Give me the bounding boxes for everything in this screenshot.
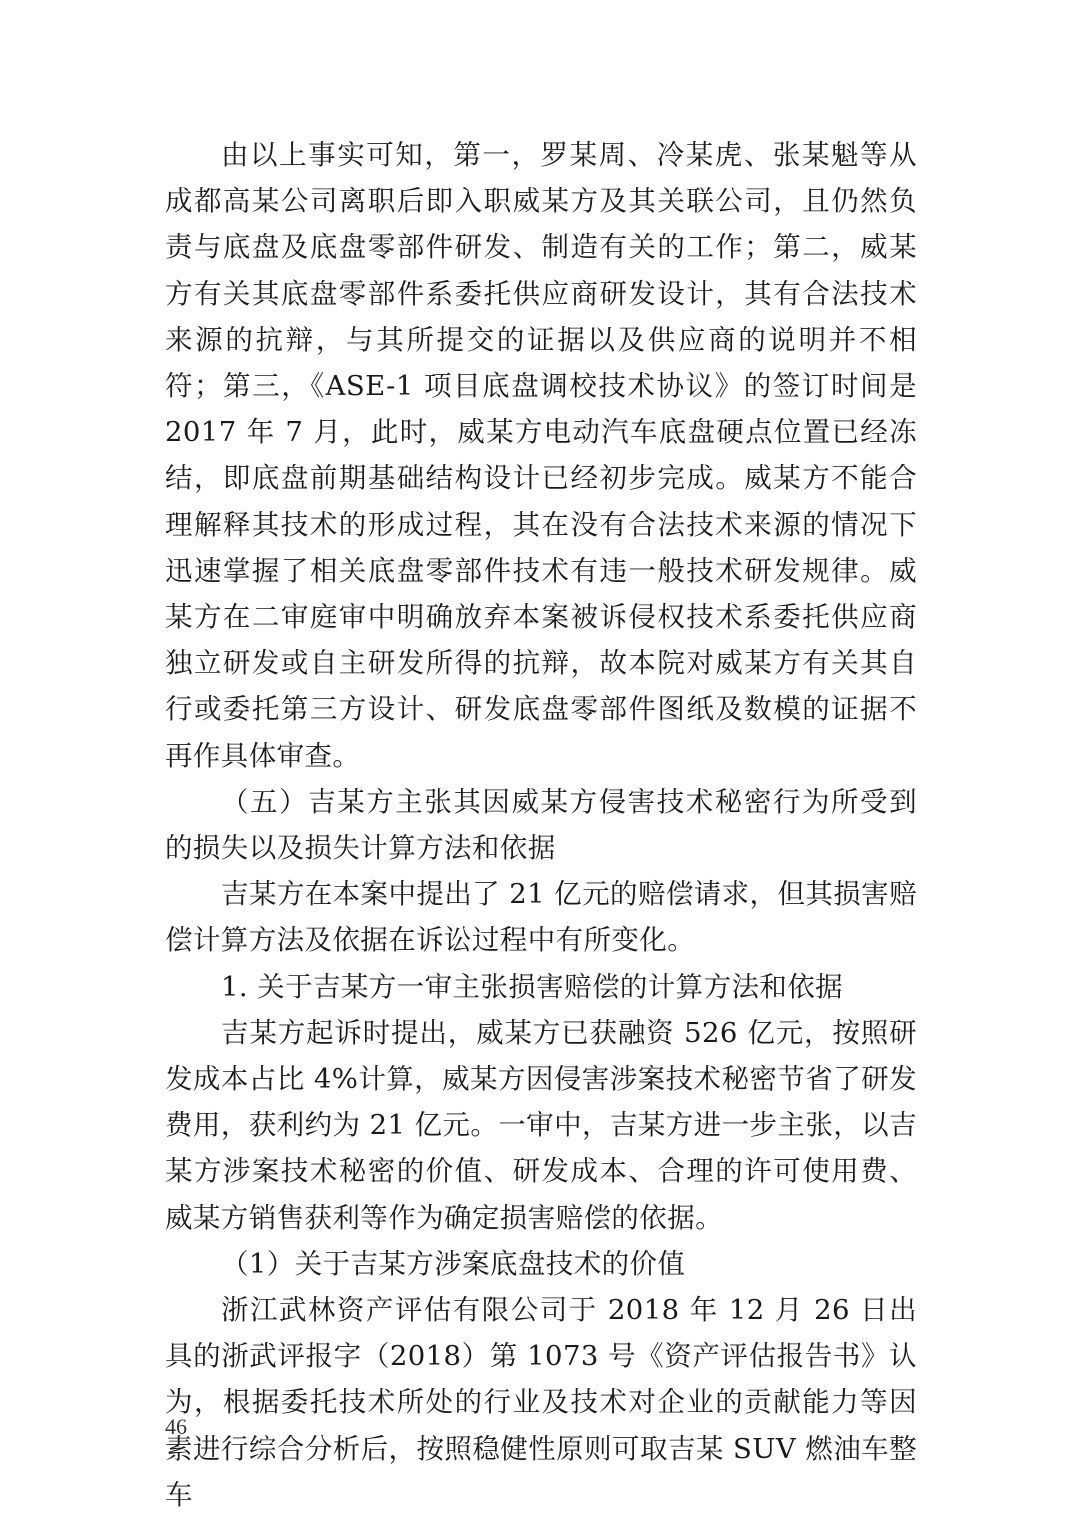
paragraph-first-instance-claim: 吉某方起诉时提出，威某方已获融资 526 亿元，按照研发成本占比 4%计算，威某方因侵害涉案技术秘密节省了研发费用，获利约为 21 亿元。一审中，吉某方进一步主张，以吉某方涉案技术秘密的价值、研发成本、合理的许可使用费、威某方销售获利等作为确定损害赔偿的依据。 (165, 1016, 917, 1234)
paragraph-asset-appraisal: 浙江武林资产评估有限公司于 2018 年 12 月 26 日出具的浙武评报字（2018）第 1073 号《资产评估报告书》认为，根据委托技术所处的行业及技术对企业的贡献能力等因素进行综合分析后，按照稳健性原则可取吉某 SUV 燃油车整车 (165, 1294, 917, 1511)
paragraph-facts-summary: 由以上事实可知，第一，罗某周、冷某虎、张某魁等从成都高某公司离职后即入职威某方及其关联公司，且仍然负责与底盘及底盘零部件研发、制造有关的工作；第二，威某方有关其底盘零部件系委托供应商研发设计，其有合法技术来源的抗辩，与其所提交的证据以及供应商的说明并不相符；第三，《ASE-1 项目底盘调校技术协议》的签订时间是 2017 年 7 月，此时，威某方电动汽车底盘硬点位置已经冻结，即底盘前期基础结构设计已经初步完成。威某方不能合理解释其技术的形成过程，其在没有合法技术来源的情况下迅速掌握了相关底盘零部件技术有违一般技术研发规律。威某方在二审庭审中明确放弃本案被诉侵权技术系委托供应商独立研发或自主研发所得的抗辩，故本院对威某方有关其自行或委托第三方设计、研发底盘零部件图纸及数模的证据不再作具体审查。 (165, 139, 917, 772)
subsection-heading-1: 1. 关于吉某方一审主张损害赔偿的计算方法和依据 (221, 970, 844, 1003)
page-number: 46 (165, 1414, 187, 1439)
paragraph-compensation-claim: 吉某方在本案中提出了 21 亿元的赔偿请求，但其损害赔偿计算方法及依据在诉讼过程中有所变化。 (165, 878, 917, 957)
section-heading-five: （五）吉某方主张其因威某方侵害技术秘密行为所受到的损失以及损失计算方法和依据 (165, 785, 917, 865)
subsection-heading-1-1: （1）关于吉某方涉案底盘技术的价值 (221, 1247, 686, 1280)
document-body (165, 132, 917, 1518)
